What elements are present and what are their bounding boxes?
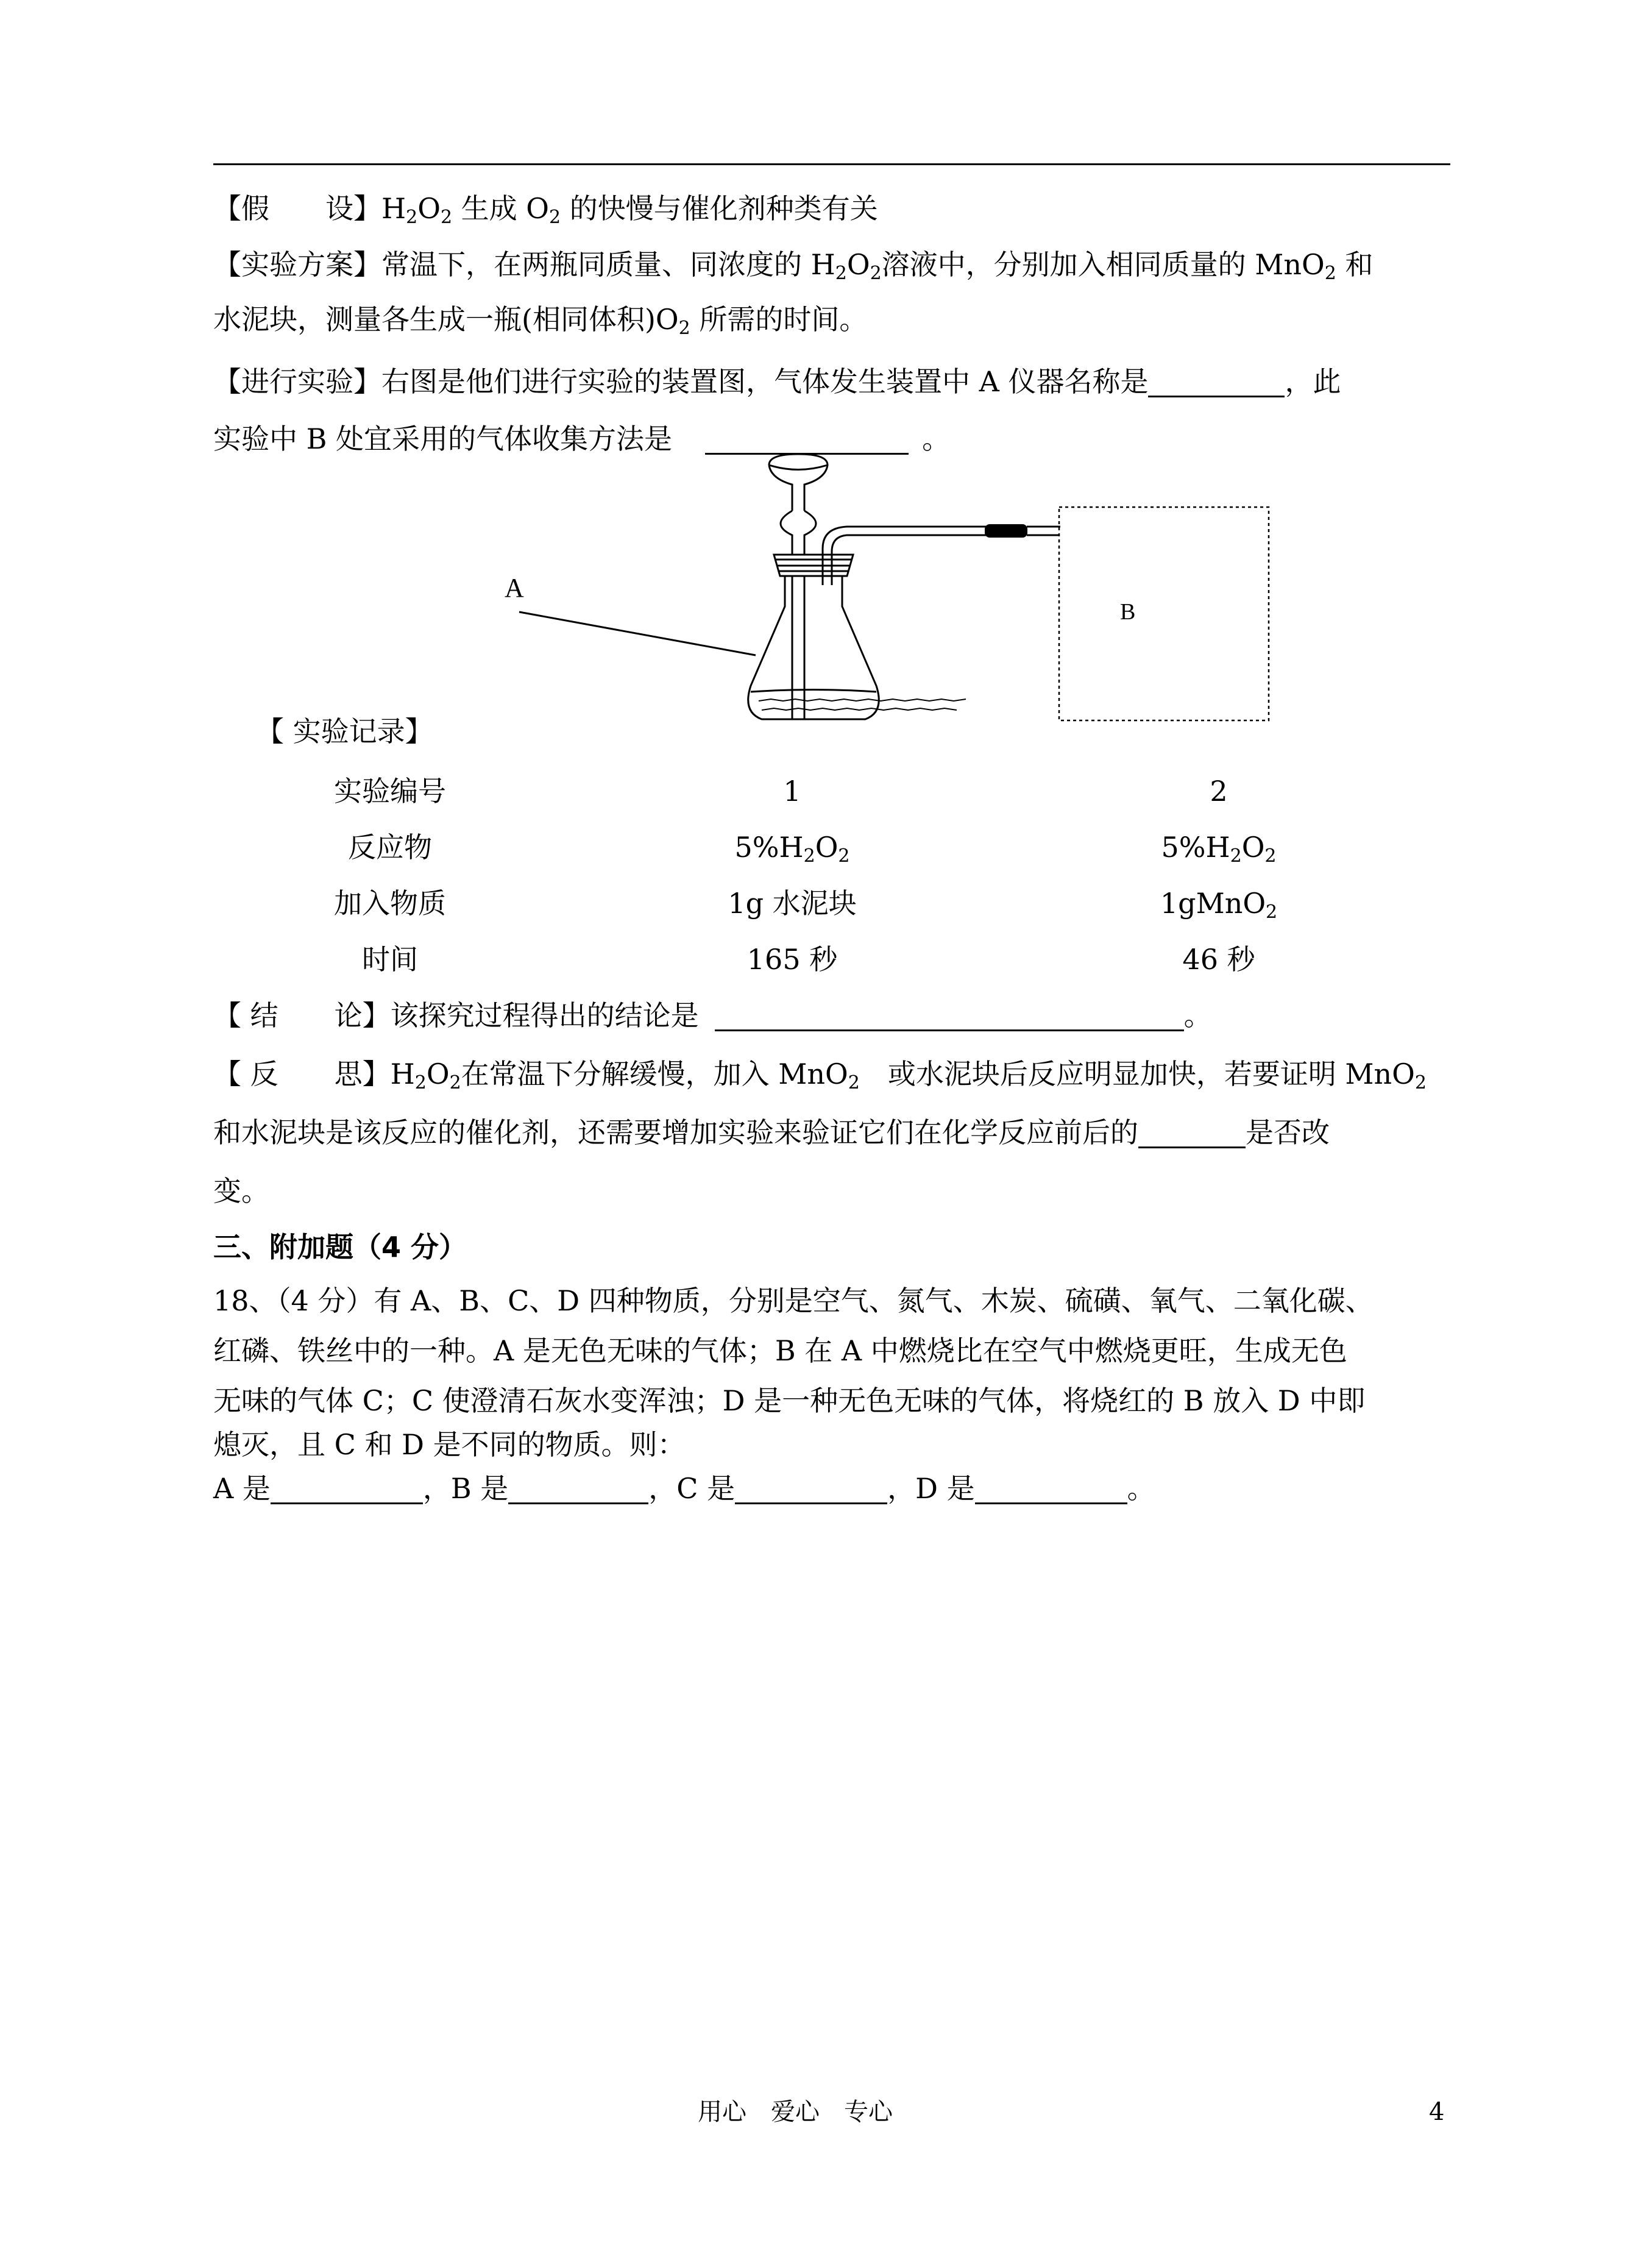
record-tag: 【 实验记录】 xyxy=(256,715,433,748)
subscript: 2 xyxy=(549,207,561,228)
hypothesis-text-b: O xyxy=(417,192,441,225)
hypothesis-text-c: 生成 O xyxy=(452,192,549,225)
hypothesis-tag: 【假 设】 xyxy=(213,192,381,225)
record-cell: $5\%H_2O_2$ xyxy=(1161,831,1277,867)
answer-blank-a[interactable] xyxy=(271,1472,423,1504)
procedure-text: 右图是他们进行实验的装置图，气体发生装置中 A 仪器名称是 xyxy=(381,365,1149,398)
answer-blank-reflection[interactable] xyxy=(1138,1116,1246,1148)
record-cell: 1gMnO$_2$ xyxy=(1160,887,1278,923)
record-label: 加入物质 xyxy=(334,887,446,920)
answer-label-d: ，D 是 xyxy=(887,1472,975,1505)
answer-blank-c[interactable] xyxy=(735,1472,887,1504)
label-b: B xyxy=(1120,599,1136,625)
answer-label-b: ，B 是 xyxy=(422,1472,509,1505)
record-label: 实验编号 xyxy=(334,775,446,808)
record-cell: 1 xyxy=(783,775,801,808)
q18-answer-line xyxy=(213,1470,1155,1507)
subscript: 2 xyxy=(440,207,453,228)
q18-line-1: 18、（4 分）有 A、B、C、D 四种物质，分别是空气、氮气、木炭、硫磺、氧气、二氧化碳、 xyxy=(213,1284,1374,1317)
subscript: 2 xyxy=(406,207,418,228)
label-a: A xyxy=(505,573,524,603)
procedure-text: ，此 xyxy=(1285,365,1341,398)
plan-text: O xyxy=(846,248,870,281)
answer-blank-d[interactable] xyxy=(975,1472,1127,1504)
q18-line-3: 无味的气体 C；C 使澄清石灰水变浑浊；D 是一种无色无味的气体，将烧红的 B 放入 D 中即 xyxy=(213,1384,1366,1417)
subscript: 2 xyxy=(678,318,690,339)
procedure-text: 实验中 B 处宜采用的气体收集方法是 xyxy=(213,422,673,455)
reflection-text: 和水泥块是该反应的催化剂，还需要增加实验来验证它们在化学反应前后的 xyxy=(213,1116,1138,1149)
reflection-line-2 xyxy=(213,1114,1330,1151)
plan-text: 和 xyxy=(1336,248,1374,281)
liquid-surface xyxy=(751,690,876,692)
record-cell: 2 xyxy=(1210,775,1228,808)
record-cell: 165 秒 xyxy=(746,943,838,976)
q18-line-2: 红磷、铁丝中的一种。A 是无色无味的气体；B 在 A 中燃烧比在空气中燃烧更旺，生成无色 xyxy=(213,1334,1347,1367)
conclusion-text: 该探究过程得出的结论是 xyxy=(390,999,699,1032)
conclusion-end: 。 xyxy=(1183,999,1212,1032)
record-label: 时间 xyxy=(362,943,418,976)
page-number: 4 xyxy=(1429,2098,1445,2126)
record-cell: $5\%H_2O_2$ xyxy=(734,831,850,867)
q18-line-4: 熄灭，且 C 和 D 是不同的物质。则： xyxy=(213,1428,686,1461)
record-cell: 1g 水泥块 xyxy=(728,887,857,920)
hypothesis-text-d: 的快慢与催化剂种类有关 xyxy=(561,192,878,225)
plan-text: 常温下，在两瓶同质量、同浓度的 H xyxy=(381,248,835,281)
plan-text: 所需的时间。 xyxy=(690,303,868,336)
reflection-tag: 【 反 思】 xyxy=(213,1058,391,1090)
answer-label-a: A 是 xyxy=(213,1472,271,1505)
thistle-funnel-cup xyxy=(769,454,828,511)
rubber-connector xyxy=(985,524,1027,538)
conical-flask xyxy=(748,576,879,719)
reflection-line-1: 【 反 思】$H_2O_2$在常温下分解缓慢，加入 MnO$_2$ 或水泥块后反应明显加快，若要证明 MnO$_2$ xyxy=(213,1058,1427,1093)
record-label: 反应物 xyxy=(348,831,432,864)
subscript: 2 xyxy=(870,263,882,284)
procedure-text: 。 xyxy=(922,422,951,455)
subscript: 2 xyxy=(835,263,847,284)
delivery-tube xyxy=(832,535,986,585)
plan-text: 溶液中，分别加入相同质量的 MnO xyxy=(881,248,1325,281)
footer-motto: 用心 爱心 专心 xyxy=(698,2098,893,2126)
answer-end: 。 xyxy=(1127,1472,1155,1505)
answer-blank-b[interactable] xyxy=(508,1472,648,1504)
procedure-tag: 【进行实验】 xyxy=(213,365,381,398)
hypothesis-text-a: H xyxy=(381,192,406,225)
reflection-line-3: 变。 xyxy=(213,1175,269,1207)
answer-label-c: ，C 是 xyxy=(648,1472,736,1505)
collection-box-b xyxy=(1059,507,1269,720)
plan-tag: 【实验方案】 xyxy=(213,248,381,281)
plan-text: 水泥块，测量各生成一瓶(相同体积)O xyxy=(213,303,679,336)
leader-line-a xyxy=(519,612,756,655)
reflection-text: 是否改 xyxy=(1246,1116,1330,1149)
subscript: 2 xyxy=(1324,263,1336,284)
funnel-stem xyxy=(781,511,792,719)
conclusion-tag: 【 结 论】 xyxy=(213,999,391,1032)
conclusion-line xyxy=(213,997,1212,1034)
answer-blank-conclusion[interactable] xyxy=(715,999,1184,1031)
record-cell: 46 秒 xyxy=(1182,943,1255,976)
section-3-title: 三、附加题（4 分） xyxy=(213,1231,467,1264)
